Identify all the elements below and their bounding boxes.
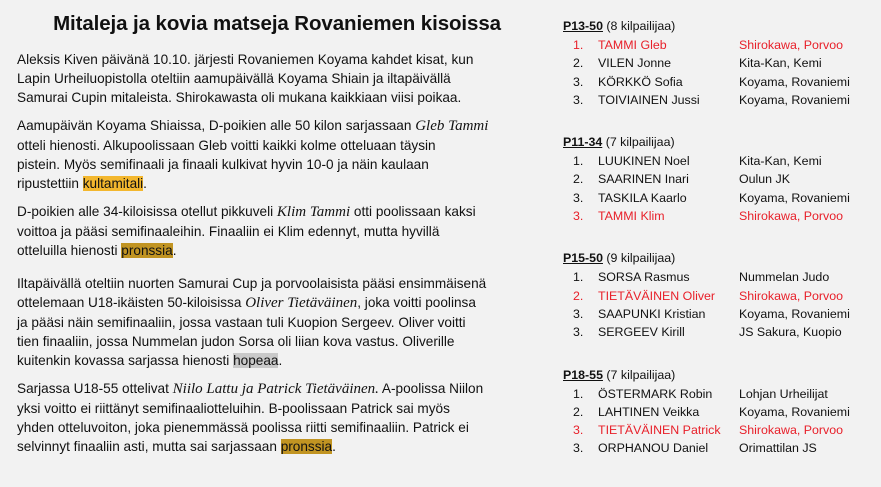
result-club: Koyama, Rovaniemi	[739, 306, 850, 321]
text-line	[17, 241, 537, 260]
result-place: 3.	[573, 92, 584, 107]
result-place: 3.	[573, 209, 584, 224]
result-athlete: LAHTINEN Veikka	[598, 404, 700, 419]
text-segment: ottelemaan U18-ikäisten 50-kiloisissa	[17, 295, 246, 310]
category-header	[563, 17, 878, 36]
text-line: yhden otteluvoiton, joka pienemmässä poolissa riitti semifinaaliin. Patrick ei	[17, 420, 469, 435]
result-club: Kita-Kan, Kemi	[739, 154, 822, 169]
result-club: Orimattilan JS	[739, 441, 817, 456]
category-count: (7 kilpailijaa)	[602, 367, 676, 382]
text-segment: ripustettiin	[17, 176, 83, 191]
text-line	[17, 293, 537, 313]
text-line: Aleksis Kiven päivänä 10.10. järjesti Rovaniemen Koyama kahdet kisat, kun	[17, 52, 474, 67]
result-row	[563, 170, 878, 188]
text-line	[17, 116, 537, 136]
text-line	[17, 437, 537, 456]
paragraph-oliver	[17, 274, 537, 370]
result-row	[563, 54, 878, 72]
result-place: 1.	[573, 386, 584, 401]
text-line	[17, 351, 537, 370]
result-club: Koyama, Rovaniemi	[739, 404, 850, 419]
athlete-name-klim: Klim Tammi	[276, 204, 351, 220]
result-place: 3.	[573, 306, 584, 321]
text-segment: Aamupäivän Koyama Shiaissa, D-poikien alle 50 kilon sarjassaan	[17, 118, 416, 133]
result-place: 3.	[573, 74, 584, 89]
result-athlete: ÖSTERMARK Robin	[598, 386, 713, 401]
text-line: yksi voitto ei riittänyt semifinaaliotteluihin. B-poolissaan Patrick sai myös	[17, 401, 450, 416]
text-line	[17, 174, 537, 193]
text-line: ja pääsi näin semifinaaliin, jossa vastaan tuli Kuopion Sergeev. Oliver voitti	[17, 315, 466, 330]
category-name: P18-55	[563, 367, 603, 382]
result-place: 1.	[573, 38, 584, 52]
result-place: 2.	[573, 172, 584, 187]
result-club: Kita-Kan, Kemi	[739, 56, 822, 71]
result-club: Oulun JK	[739, 172, 790, 187]
text-segment: otti poolissaan kaksi	[350, 204, 476, 219]
result-row	[563, 305, 878, 323]
result-athlete: TIETÄVÄINEN Patrick	[598, 423, 721, 438]
text-segment: .	[332, 439, 336, 454]
category-header	[563, 366, 878, 385]
result-athlete: TAMMI Gleb	[598, 38, 667, 52]
result-row	[563, 403, 878, 421]
article-title: Mitaleja ja kovia matseja Rovaniemen kisoissa	[53, 12, 501, 35]
result-club: Shirokawa, Porvoo	[739, 209, 843, 224]
result-athlete: LUUKINEN Noel	[598, 154, 690, 169]
result-club: Shirokawa, Porvoo	[739, 423, 843, 438]
medal-highlight-silver: hopeaa	[233, 353, 279, 368]
paragraph-gleb	[17, 116, 537, 193]
medal-highlight-bronze: pronssia	[121, 243, 173, 258]
result-club: Shirokawa, Porvoo	[739, 38, 843, 52]
category-count: (9 kilpailijaa)	[602, 251, 676, 266]
result-athlete: KÖRKKÖ Sofia	[598, 74, 683, 89]
category-name: P15-50	[563, 251, 603, 266]
text-segment: .	[143, 176, 147, 191]
text-line	[17, 379, 537, 399]
text-segment: kuitenkin kovassa sarjassa hienosti	[17, 353, 234, 368]
category-name: P13-50	[563, 19, 603, 33]
result-row	[563, 207, 878, 225]
paragraph-klim	[17, 202, 537, 260]
result-club: Shirokawa, Porvoo	[739, 288, 843, 303]
result-athlete: TIETÄVÄINEN Oliver	[598, 288, 716, 303]
result-club: Koyama, Rovaniemi	[739, 92, 850, 107]
result-athlete: SORSA Rasmus	[598, 270, 690, 285]
result-row	[563, 287, 878, 305]
text-line: otteli hienosti. Alkupoolissaan Gleb voitti kaikki kolme otteluaan täysin	[17, 138, 436, 153]
text-line: pistein. Myös semifinaali ja finaali kulkivat hyvin 10-0 ja näin kaulaan	[17, 157, 429, 172]
result-athlete: ORPHANOU Daniel	[598, 441, 709, 456]
category-count: (7 kilpailijaa)	[602, 135, 675, 150]
result-row	[563, 73, 878, 91]
result-place: 2.	[573, 56, 584, 71]
result-athlete: TAMMI Klim	[598, 209, 665, 224]
text-line: Iltapäivällä oteltiin nuorten Samurai Cup ja porvoolaisista pääsi ensimmäisenä	[17, 276, 487, 291]
result-row	[563, 439, 878, 457]
result-row	[563, 385, 878, 403]
text-segment: A-poolissa Niilon	[378, 381, 484, 396]
article	[17, 12, 537, 456]
result-athlete: SAARINEN Inari	[598, 172, 689, 187]
text-line: Lapin Urheiluopistolla oteltiin aamupäivällä Koyama Shiain ja iltapäivällä	[17, 71, 451, 86]
text-segment: D-poikien alle 34-kiloisissa otellut pikkuveli	[17, 204, 277, 219]
text-line	[17, 202, 537, 222]
category-name: P11-34	[563, 135, 603, 150]
result-place: 3.	[573, 325, 584, 340]
result-place: 3.	[573, 441, 584, 456]
athlete-name-gleb: Gleb Tammi	[415, 118, 489, 134]
result-athlete: SAAPUNKI Kristian	[598, 306, 706, 321]
result-row	[563, 91, 878, 109]
text-line: Samurai Cupin mitaleista. Shirokawasta oli mukana kaikkiaan viisi poikaa.	[17, 90, 462, 105]
result-club: Lohjan Urheilijat	[739, 386, 828, 401]
text-segment: otteluilla hienosti	[17, 243, 122, 258]
results-category	[563, 17, 878, 109]
result-place: 2.	[573, 288, 584, 303]
result-club: Nummelan Judo	[739, 270, 830, 285]
category-header	[563, 249, 878, 268]
paragraph-intro	[17, 50, 537, 107]
text-segment: .	[278, 353, 283, 368]
text-segment: selvinnyt finaaliin asti, mutta sai sarjassaan	[17, 439, 281, 454]
result-place: 2.	[573, 404, 584, 419]
result-athlete: TASKILA Kaarlo	[598, 190, 687, 205]
result-athlete: SERGEEV Kirill	[598, 325, 685, 340]
text-segment: Sarjassa U18-55 ottelivat	[17, 381, 173, 396]
medal-highlight-bronze: pronssia	[280, 439, 333, 454]
text-line: voittoa ja pääsi semifinaaleihin. Finaaliin ei Klim edennyt, mutta hyvillä	[17, 224, 440, 239]
result-club: JS Sakura, Kuopio	[739, 325, 842, 340]
results-category	[563, 366, 878, 458]
paragraph-niilo-patrick	[17, 379, 537, 456]
category-count: (8 kilpailijaa)	[602, 19, 676, 33]
result-place: 3.	[573, 423, 584, 438]
result-athlete: TOIVIAINEN Jussi	[598, 92, 700, 107]
result-athlete: VILEN Jonne	[598, 56, 672, 71]
result-club: Koyama, Rovaniemi	[739, 74, 850, 89]
result-row	[563, 189, 878, 207]
result-row	[563, 323, 878, 341]
athlete-names-niilo-patrick: Niilo Lattu ja Patrick Tietäväinen.	[172, 381, 379, 397]
athlete-name-oliver: Oliver Tietäväinen	[245, 295, 358, 311]
result-row	[563, 268, 878, 286]
result-place: 3.	[573, 190, 584, 205]
text-segment: .	[172, 243, 177, 258]
result-place: 1.	[573, 270, 584, 285]
result-row	[563, 421, 878, 439]
medal-highlight-gold: kultamitali	[82, 176, 144, 191]
results-category	[563, 249, 878, 341]
text-line: tien finaaliin, jossa Nummelan judon Sorsa oli liian kova vastus. Oliverille	[17, 334, 455, 349]
results-category	[563, 133, 878, 225]
category-header	[563, 133, 878, 152]
result-place: 1.	[573, 154, 584, 169]
result-row	[563, 152, 878, 170]
text-segment: , joka voitti poolinsa	[357, 295, 476, 310]
result-club: Koyama, Rovaniemi	[739, 190, 850, 205]
result-row	[563, 36, 878, 54]
results-list	[563, 17, 878, 458]
